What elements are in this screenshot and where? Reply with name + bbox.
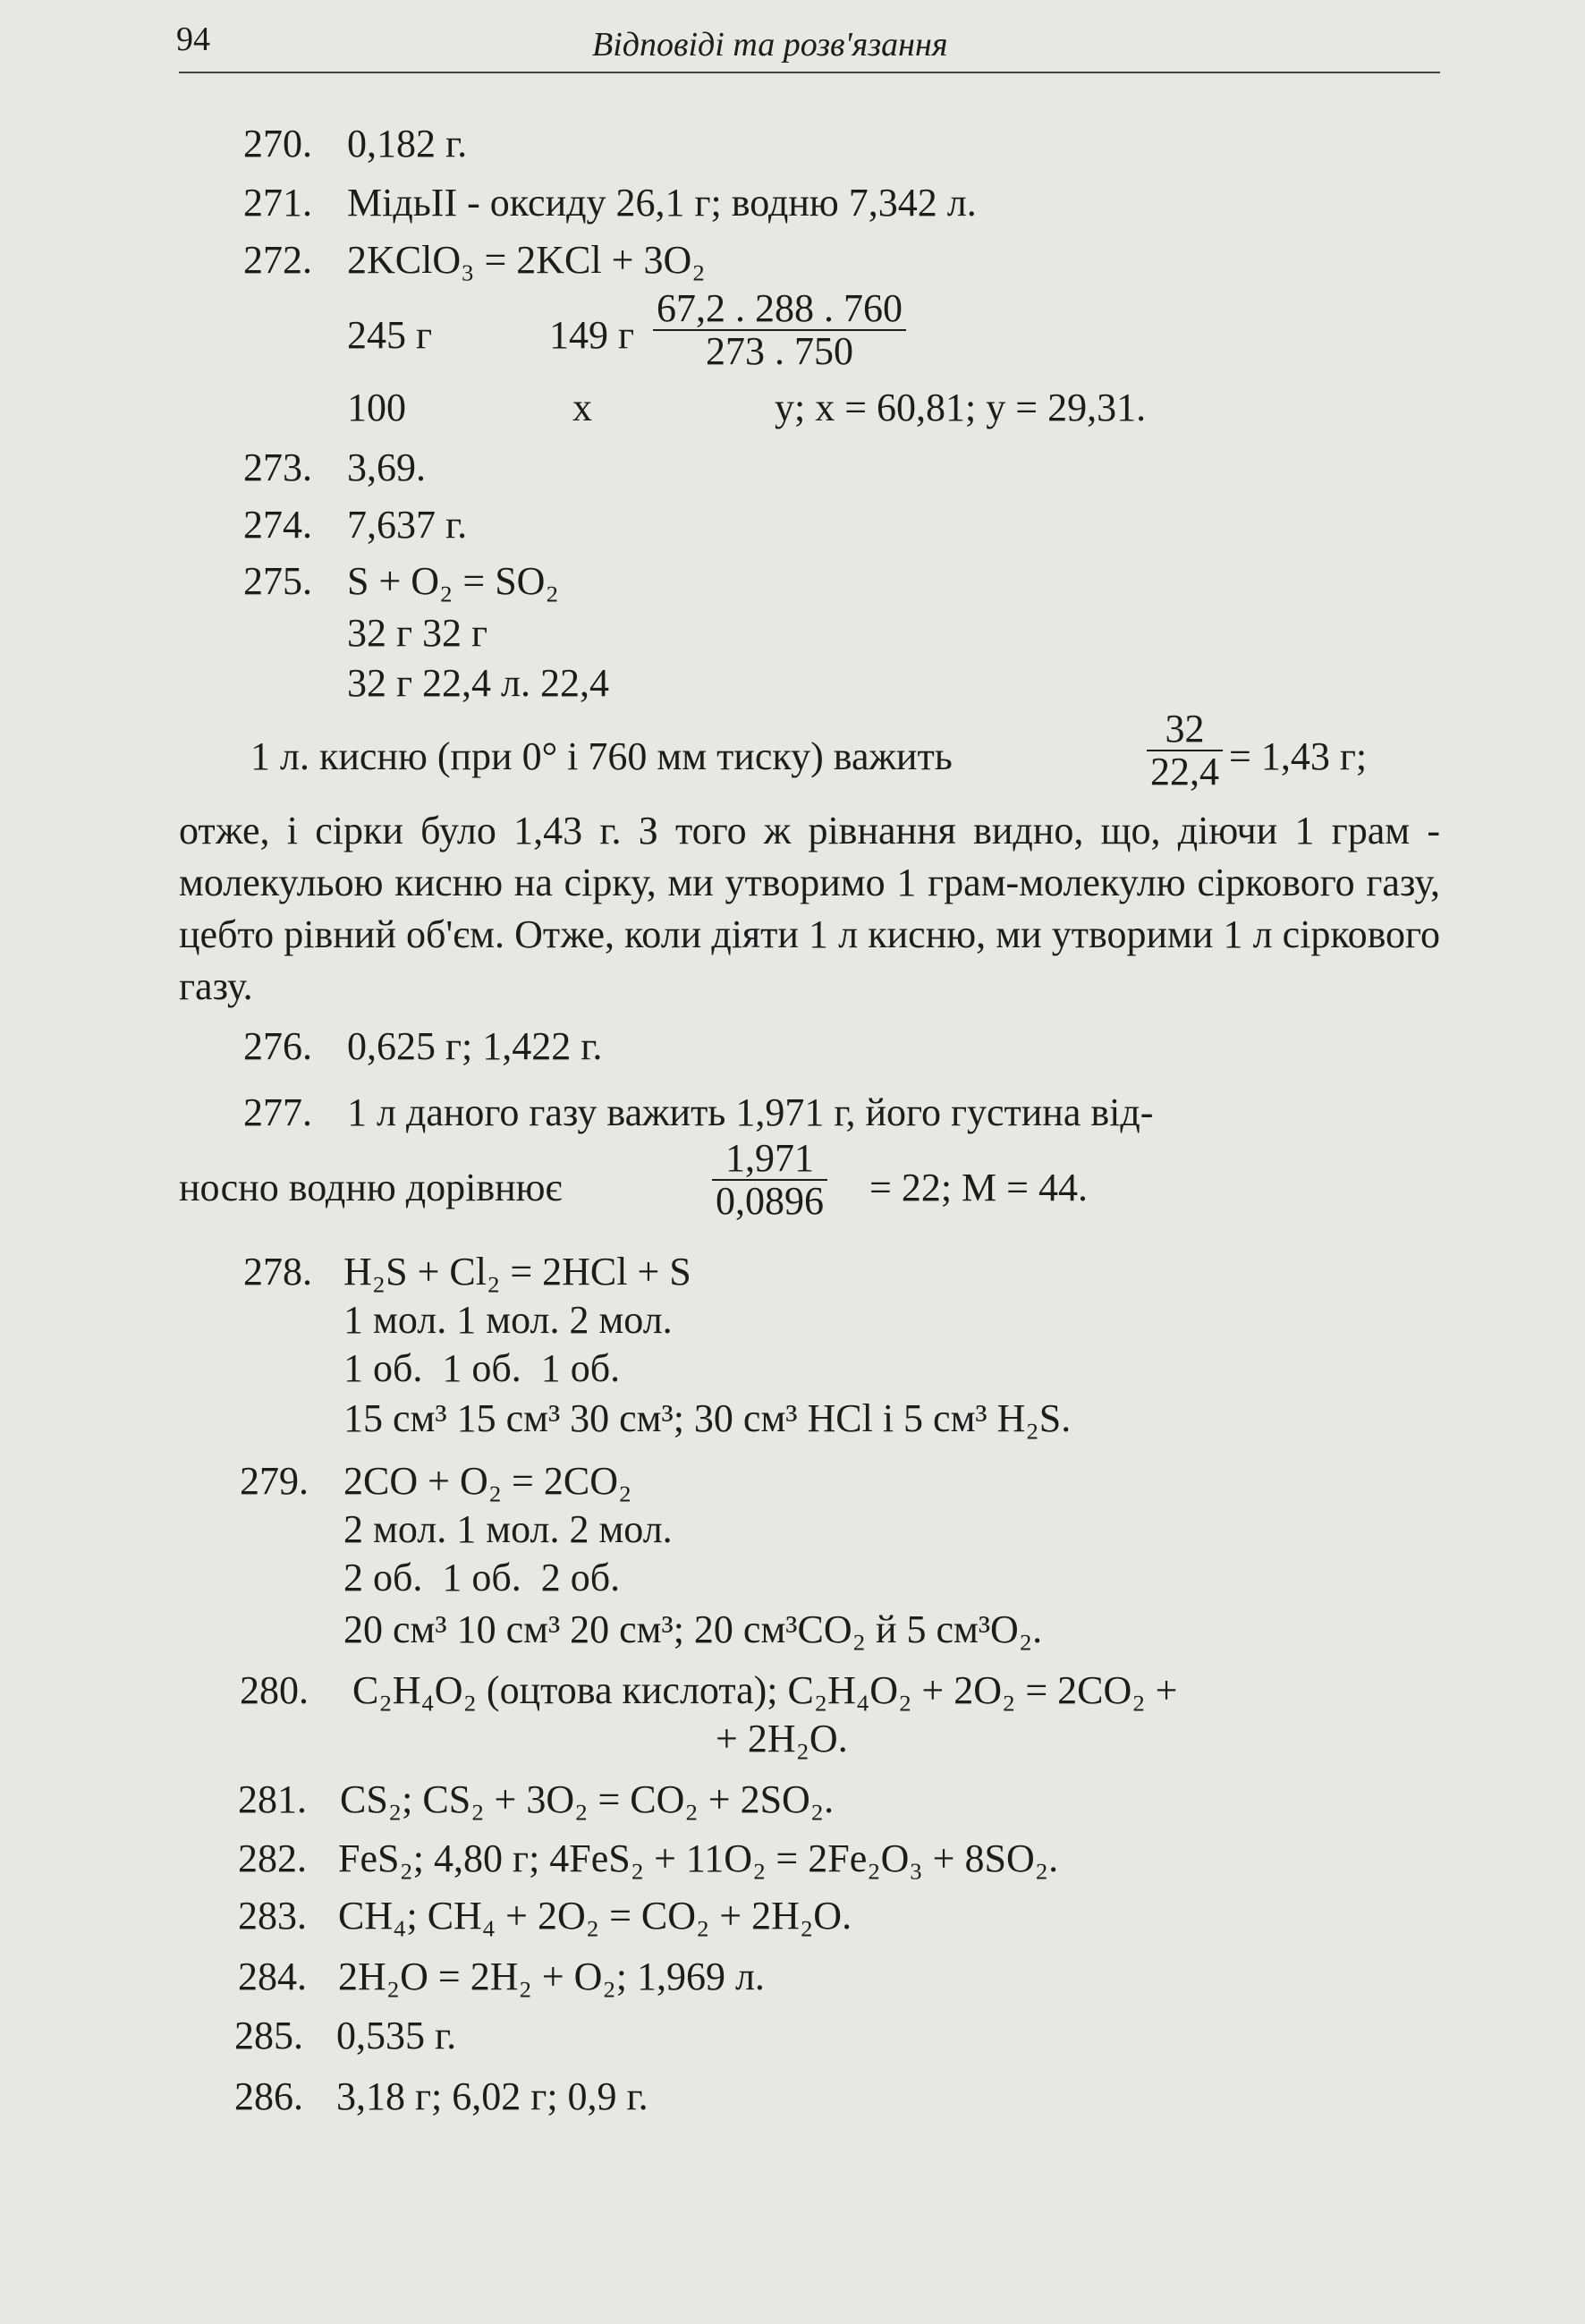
answer-282-number: 282. bbox=[238, 1836, 307, 1880]
explanation-line1-end: = 1,43 г; bbox=[1229, 734, 1368, 778]
answer-282-text: FeS₂; 4,80 г; 4FeS₂ + 11O₂ = 2Fe₂O₃ + 8SO₂. bbox=[338, 1836, 1059, 1880]
explanation-fraction-denominator: 22,4 bbox=[1150, 750, 1219, 793]
answer-278-line4: 15 см³ 15 см³ 30 см³; 30 см³ HCl і 5 см³ H₂S. bbox=[343, 1396, 1072, 1440]
answer-275-line3: 32 г 22,4 л. 22,4 bbox=[347, 661, 610, 705]
answer-279-line4: 20 см³ 10 см³ 20 см³; 20 см³CO₂ й 5 см³O₂. bbox=[343, 1607, 1043, 1651]
answer-278-number: 278. bbox=[243, 1250, 312, 1293]
answer-272-row2-c: y; x = 60,81; y = 29,31. bbox=[775, 386, 1147, 429]
answer-279-line3: 2 об. 1 об. 2 об. bbox=[343, 1556, 621, 1599]
explanation-line1-start: 1 л. кисню (при 0° і 760 мм тиску) важить bbox=[250, 734, 953, 778]
answer-277-line2-start: носно водню дорівнює bbox=[179, 1166, 563, 1209]
answer-273-text: 3,69. bbox=[347, 445, 426, 489]
answer-280-number: 280. bbox=[240, 1668, 309, 1712]
answer-270-text: 0,182 г. bbox=[347, 122, 468, 165]
answer-277-fraction-numerator: 1,971 bbox=[725, 1136, 814, 1180]
answer-274-text: 7,637 г. bbox=[347, 503, 468, 547]
running-header-title: Відповіді та розв'язання bbox=[592, 26, 948, 64]
answer-275-number: 275. bbox=[243, 559, 312, 603]
answer-272-row2-a: 100 bbox=[347, 386, 406, 429]
answer-277-number: 277. bbox=[243, 1090, 312, 1134]
answer-286-number: 286. bbox=[234, 2074, 303, 2118]
answer-272-fraction-numerator: 67,2 . 288 . 760 bbox=[657, 286, 903, 330]
answer-280-line2: + 2H₂O. bbox=[716, 1717, 848, 1760]
answer-284-text: 2H₂O = 2H₂ + O₂; 1,969 л. bbox=[338, 1955, 765, 1998]
answer-275-line2: 32 г 32 г bbox=[347, 611, 488, 655]
answer-284-number: 284. bbox=[238, 1955, 307, 1998]
page-number: 94 bbox=[176, 21, 210, 58]
answer-283-number: 283. bbox=[238, 1894, 307, 1938]
answer-272-row2-b: x bbox=[572, 386, 592, 429]
answer-285-number: 285. bbox=[234, 2014, 303, 2057]
answer-272-mass-2: 149 г bbox=[549, 313, 635, 357]
answer-277-line2-end: = 22; M = 44. bbox=[869, 1166, 1088, 1209]
answer-272-fraction-denominator: 273 . 750 bbox=[706, 329, 853, 373]
answer-281-text: CS₂; CS₂ + 3O₂ = CO₂ + 2SO₂. bbox=[340, 1777, 835, 1821]
answer-281-number: 281. bbox=[238, 1777, 307, 1821]
answer-272-fraction bbox=[653, 288, 906, 372]
answer-272-equation: 2KClO₃ = 2KCl + 3O₂ bbox=[347, 238, 706, 282]
answer-280-line1: C₂H₄O₂ (оцтова кислота); C₂H₄O₂ + 2O₂ = 2CO₂ + bbox=[352, 1668, 1178, 1712]
explanation-paragraph: отже, і сірки було 1,43 г. З того ж рівнання видно, що, діючи 1 грам - молекульою кисню на сірку, ми утворимо 1 грам-молекулю сіркового газу, цебто рівний об'єм. Отже, коли діяти 1 л кисню, ми утворими 1 л сіркового газу. bbox=[179, 809, 1440, 1008]
answer-272-number: 272. bbox=[243, 238, 312, 282]
answer-278-equation: H₂S + Cl₂ = 2HCl + S bbox=[343, 1250, 691, 1293]
answer-277-fraction-denominator: 0,0896 bbox=[716, 1179, 824, 1223]
answer-271-text: МідьII - оксиду 26,1 г; водню 7,342 л. bbox=[347, 181, 977, 225]
answer-278-line3: 1 об. 1 об. 1 об. bbox=[343, 1346, 621, 1390]
answer-272-mass-1: 245 г bbox=[347, 313, 433, 357]
header-rule bbox=[179, 72, 1440, 73]
answer-285-text: 0,535 г. bbox=[336, 2014, 457, 2057]
answer-279-line2: 2 мол. 1 мол. 2 мол. bbox=[343, 1507, 673, 1551]
explanation-fraction bbox=[1147, 708, 1223, 793]
answer-275-equation: S + O₂ = SO₂ bbox=[347, 559, 559, 603]
answer-279-equation: 2CO + O₂ = 2CO₂ bbox=[343, 1459, 632, 1503]
explanation-fraction-numerator: 32 bbox=[1165, 707, 1205, 751]
answer-270-number: 270. bbox=[243, 122, 312, 165]
answer-273-number: 273. bbox=[243, 445, 312, 489]
answer-278-line2: 1 мол. 1 мол. 2 мол. bbox=[343, 1298, 673, 1342]
answer-276-number: 276. bbox=[243, 1024, 312, 1068]
answer-286-text: 3,18 г; 6,02 г; 0,9 г. bbox=[336, 2074, 648, 2118]
answer-279-number: 279. bbox=[240, 1459, 309, 1503]
answer-283-text: CH₄; CH₄ + 2O₂ = CO₂ + 2H₂O. bbox=[338, 1894, 852, 1938]
answer-274-number: 274. bbox=[243, 503, 312, 547]
answer-271-number: 271. bbox=[243, 181, 312, 225]
answer-277-line1: 1 л даного газу важить 1,971 г, його густина від- bbox=[347, 1090, 1154, 1134]
answer-277-fraction bbox=[712, 1138, 827, 1222]
answer-276-text: 0,625 г; 1,422 г. bbox=[347, 1024, 603, 1068]
